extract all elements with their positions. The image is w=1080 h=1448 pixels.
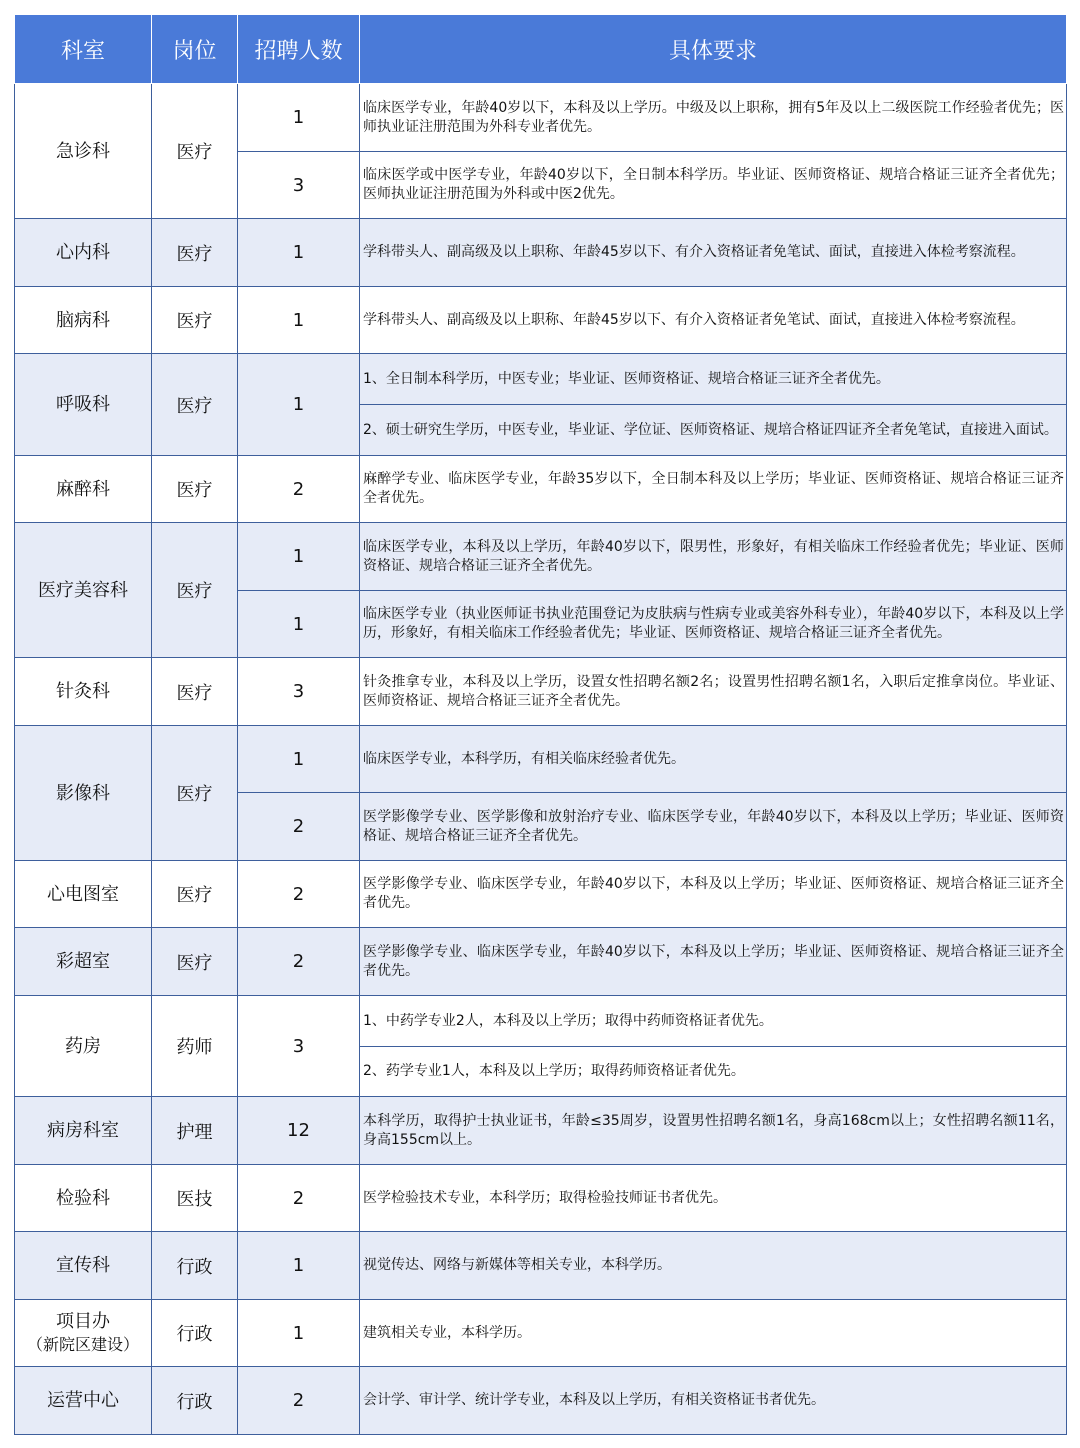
table-row [15, 658, 1067, 726]
department-subtitle: （新院区建设） [26, 1335, 139, 1354]
headcount-cell: 1 [238, 219, 360, 287]
position-cell: 医疗 [152, 84, 238, 219]
position-cell: 医疗 [152, 658, 238, 726]
requirement-cell: 建筑相关专业，本科学历。 [360, 1300, 1067, 1367]
position-cell: 医疗 [152, 354, 238, 456]
position-cell: 医疗 [152, 726, 238, 861]
position-cell: 行政 [152, 1367, 238, 1435]
header-position: 岗位 [152, 15, 238, 84]
requirement-cell: 视觉传达、网络与新媒体等相关专业，本科学历。 [360, 1232, 1067, 1300]
headcount-cell: 2 [238, 793, 360, 861]
department-name: 项目办 [56, 1311, 110, 1332]
position-cell: 行政 [152, 1232, 238, 1300]
table-row [15, 861, 1067, 928]
requirement-cell: 1、中药学专业2人，本科及以上学历；取得中药师资格证者优先。 [360, 996, 1067, 1047]
department-cell: 药房 [15, 996, 152, 1097]
requirement-cell: 麻醉学专业、临床医学专业，年龄35岁以下，全日制本科及以上学历；毕业证、医师资格证、规培合格证三证齐全者优先。 [360, 456, 1067, 523]
requirement-cell: 临床医学专业，本科及以上学历，年龄40岁以下，限男性，形象好，有相关临床工作经验者优先；毕业证、医师资格证、规培合格证三证齐全者优先。 [360, 523, 1067, 591]
department-cell: 呼吸科 [15, 354, 152, 456]
table-row [15, 84, 1067, 152]
headcount-cell: 2 [238, 456, 360, 523]
department-cell: 急诊科 [15, 84, 152, 219]
table-row [15, 928, 1067, 996]
table-row [15, 1097, 1067, 1165]
table-row [15, 1165, 1067, 1232]
header-row [15, 15, 1067, 84]
headcount-cell: 1 [238, 523, 360, 591]
table-row [15, 1300, 1067, 1367]
headcount-cell: 3 [238, 658, 360, 726]
requirement-cell: 1、全日制本科学历，中医专业；毕业证、医师资格证、规培合格证三证齐全者优先。 [360, 354, 1067, 405]
requirement-cell: 2、硕士研究生学历，中医专业，毕业证、学位证、医师资格证、规培合格证四证齐全者免笔试，直接进入面试。 [360, 405, 1067, 456]
table-row [15, 219, 1067, 287]
position-cell: 医疗 [152, 287, 238, 354]
requirement-cell: 临床医学专业（执业医师证书执业范围登记为皮肤病与性病专业或美容外科专业），年龄40岁以下，本科及以上学历，形象好，有相关临床工作经验者优先；毕业证、医师资格证、规培合格证三证齐全者优先。 [360, 591, 1067, 658]
department-cell: 病房科室 [15, 1097, 152, 1165]
table-row [15, 523, 1067, 591]
requirement-cell: 学科带头人、副高级及以上职称、年龄45岁以下、有介入资格证者免笔试、面试，直接进入体检考察流程。 [360, 287, 1067, 354]
headcount-cell: 12 [238, 1097, 360, 1165]
department-cell: 心电图室 [15, 861, 152, 928]
requirement-cell: 学科带头人、副高级及以上职称、年龄45岁以下、有介入资格证者免笔试、面试，直接进入体检考察流程。 [360, 219, 1067, 287]
requirement-cell: 本科学历，取得护士执业证书，年龄≤35周岁，设置男性招聘名额1名，身高168cm以上；女性招聘名额11名，身高155cm以上。 [360, 1097, 1067, 1165]
headcount-cell: 3 [238, 996, 360, 1097]
position-cell: 护理 [152, 1097, 238, 1165]
department-cell: 宣传科 [15, 1232, 152, 1300]
header-department: 科室 [15, 15, 152, 84]
headcount-cell: 2 [238, 928, 360, 996]
position-cell: 医疗 [152, 456, 238, 523]
headcount-cell: 1 [238, 591, 360, 658]
position-cell: 医技 [152, 1165, 238, 1232]
department-cell: 医疗美容科 [15, 523, 152, 658]
headcount-cell: 1 [238, 1232, 360, 1300]
position-cell: 药师 [152, 996, 238, 1097]
headcount-cell: 2 [238, 1165, 360, 1232]
headcount-cell: 1 [238, 726, 360, 793]
table-row [15, 354, 1067, 405]
headcount-cell: 1 [238, 287, 360, 354]
table-row [15, 996, 1067, 1047]
department-cell: 脑病科 [15, 287, 152, 354]
requirement-cell: 医学检验技术专业，本科学历；取得检验技师证书者优先。 [360, 1165, 1067, 1232]
requirement-cell: 2、药学专业1人，本科及以上学历；取得药师资格证者优先。 [360, 1047, 1067, 1097]
department-cell: 彩超室 [15, 928, 152, 996]
headcount-cell: 1 [238, 1300, 360, 1367]
requirement-cell: 会计学、审计学、统计学专业，本科及以上学历，有相关资格证书者优先。 [360, 1367, 1067, 1435]
requirement-cell: 针灸推拿专业，本科及以上学历，设置女性招聘名额2名；设置男性招聘名额1名，入职后定推拿岗位。毕业证、医师资格证、规培合格证三证齐全者优先。 [360, 658, 1067, 726]
department-cell: 麻醉科 [15, 456, 152, 523]
header-headcount: 招聘人数 [238, 15, 360, 84]
position-cell: 医疗 [152, 523, 238, 658]
headcount-cell: 1 [238, 84, 360, 152]
department-cell: 影像科 [15, 726, 152, 861]
table-row [15, 287, 1067, 354]
requirement-cell: 临床医学专业，本科学历，有相关临床经验者优先。 [360, 726, 1067, 793]
department-cell: 针灸科 [15, 658, 152, 726]
position-cell: 医疗 [152, 928, 238, 996]
requirement-cell: 医学影像学专业、临床医学专业，年龄40岁以下，本科及以上学历；毕业证、医师资格证、规培合格证三证齐全者优先。 [360, 928, 1067, 996]
position-cell: 行政 [152, 1300, 238, 1367]
headcount-cell: 1 [238, 354, 360, 456]
recruitment-table [14, 14, 1067, 1435]
headcount-cell: 3 [238, 152, 360, 219]
headcount-cell: 2 [238, 861, 360, 928]
department-cell [15, 1300, 152, 1367]
headcount-cell: 2 [238, 1367, 360, 1435]
table-row [15, 456, 1067, 523]
requirement-cell: 医学影像学专业、医学影像和放射治疗专业、临床医学专业，年龄40岁以下，本科及以上学历；毕业证、医师资格证、规培合格证三证齐全者优先。 [360, 793, 1067, 861]
position-cell: 医疗 [152, 861, 238, 928]
requirement-cell: 临床医学或中医学专业，年龄40岁以下，全日制本科学历。毕业证、医师资格证、规培合格证三证齐全者优先；医师执业证注册范围为外科或中医2优先。 [360, 152, 1067, 219]
table-row [15, 1232, 1067, 1300]
table-row [15, 726, 1067, 793]
department-cell: 运营中心 [15, 1367, 152, 1435]
requirement-cell: 临床医学专业，年龄40岁以下，本科及以上学历。中级及以上职称，拥有5年及以上二级医院工作经验者优先；医师执业证注册范围为外科专业者优先。 [360, 84, 1067, 152]
position-cell: 医疗 [152, 219, 238, 287]
table-row [15, 1367, 1067, 1435]
requirement-cell: 医学影像学专业、临床医学专业，年龄40岁以下，本科及以上学历；毕业证、医师资格证、规培合格证三证齐全者优先。 [360, 861, 1067, 928]
header-requirements: 具体要求 [360, 15, 1067, 84]
department-cell: 检验科 [15, 1165, 152, 1232]
department-cell: 心内科 [15, 219, 152, 287]
